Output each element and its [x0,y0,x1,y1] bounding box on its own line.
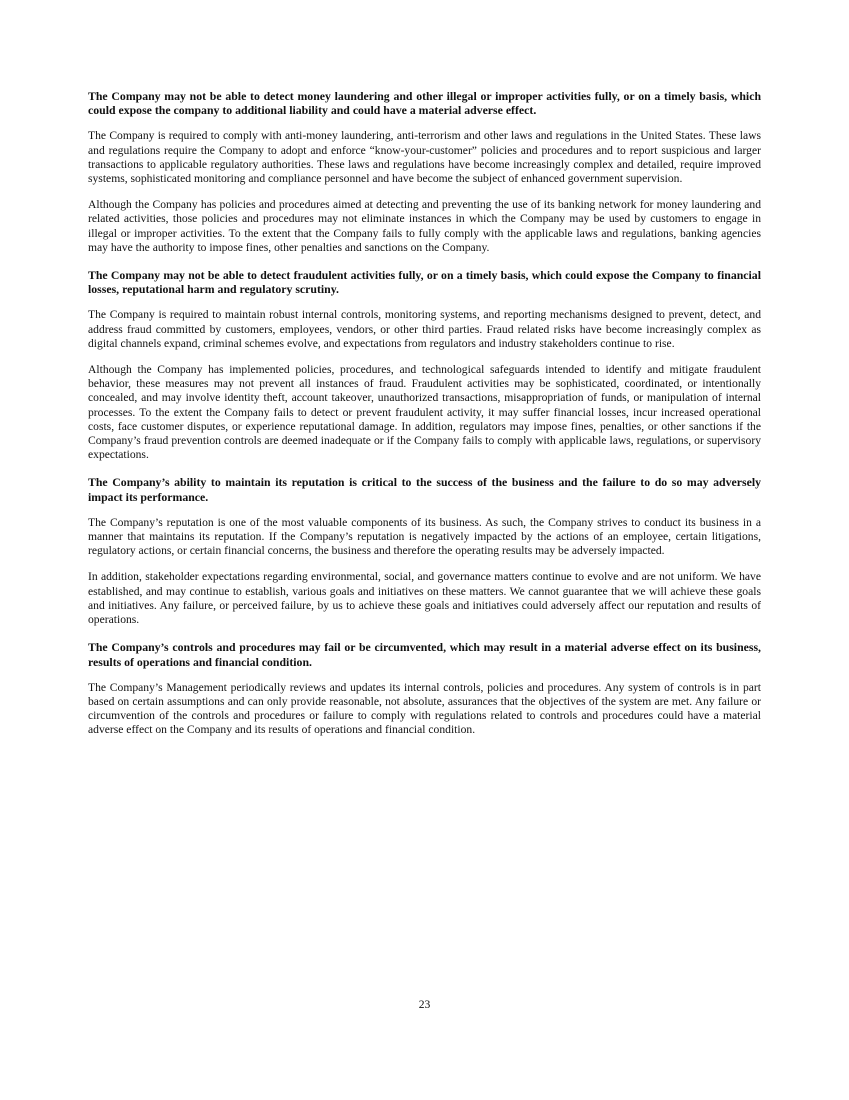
section-heading-reputation: The Company’s ability to maintain its reputation is critical to the success of the business and the failure to do so may adversely impact its performance. [88,475,761,504]
paragraph-reputation-value: The Company’s reputation is one of the most valuable components of its business. As such, the Company strives to conduct its business in a manner that maintains its reputation. If the Company’s reputation is negatively impacted by the actions of an employee, certain litigations, regulatory actions, or certain financial concerns, the business and therefore the operating results may be adversely impacted. [88,515,761,558]
paragraph-aml-compliance: The Company is required to comply with anti-money laundering, anti-terrorism and other laws and regulations in the United States. These laws and regulations require the Company to adopt and enforce “know-your-customer” policies and procedures and to report suspicious and larger transactions to applicable regulatory authorities. These laws and regulations have become increasingly complex and detailed, require improved systems, sophisticated monitoring and compliance personnel and have become the subject of enhanced government supervision. [88,129,761,186]
paragraph-controls-review: The Company’s Management periodically reviews and updates its internal controls, policies and procedures. Any system of controls is in part based on certain assumptions and can only provide reasonable, not absolute, assurances that the objectives of the system are met. Any failure or circumvention of the controls and procedures or failure to comply with regulations related to controls and procedures could have a material adverse effect on the Company and its results of operations and financial condition. [88,680,761,737]
section-heading-money-laundering: The Company may not be able to detect money laundering and other illegal or improper activities fully, or on a timely basis, which could expose the company to additional liability and could have a material adverse effect. [88,89,761,118]
paragraph-fraud-controls: The Company is required to maintain robust internal controls, monitoring systems, and reporting mechanisms designed to prevent, detect, and address fraud committed by customers, employees, vendors, or other third parties. Fraud related risks have become increasingly complex as digital channels expand, criminal schemes evolve, and expectations from regulators and industry stakeholders continue to rise. [88,308,761,350]
section-heading-fraud: The Company may not be able to detect fraudulent activities fully, or on a timely basis, which could expose the Company to financial losses, reputational harm and regulatory scrutiny. [88,268,761,297]
paragraph-fraud-safeguards: Although the Company has implemented policies, procedures, and technological safeguards intended to identify and mitigate fraudulent behavior, these measures may not prevent all instances of fraud. Fraudulent activities may be sophisticated, coordinated, or intentionally concealed, and may involve identity theft, account takeover, unauthorized transactions, misappropriation of funds, or manipulation of internal processes. To the extent the Company fails to detect or prevent fraudulent activity, it may suffer financial losses, incur increased operational costs, face customer disputes, or experience reputational damage. In addition, regulators may impose fines, penalties, or other sanctions if the Company’s fraud prevention controls are deemed inadequate or if the Company fails to comply with applicable laws, regulations, or supervisory expectations. [88,363,761,462]
document-page [88,89,761,750]
paragraph-esg-expectations: In addition, stakeholder expectations regarding environmental, social, and governance matters continue to evolve and are not uniform. We have established, and may continue to establish, various goals and initiatives on these matters. We cannot guarantee that we will achieve these goals and initiatives. Any failure, or perceived failure, by us to achieve these goals and initiatives could adversely affect our reputation and results of operations. [88,570,761,627]
paragraph-aml-policies: Although the Company has policies and procedures aimed at detecting and preventing the use of its banking network for money laundering and related activities, those policies and procedures may not eliminate instances in which the Company may be used by customers to engage in illegal or improper activities. To the extent that the Company fails to fully comply with the applicable laws and regulations, banking agencies may have the authority to impose fines, other penalties and sanctions on the Company. [88,198,761,254]
page-number: 23 [418,998,431,1011]
section-heading-controls: The Company’s controls and procedures may fail or be circumvented, which may result in a material adverse effect on its business, results of operations and financial condition. [88,640,761,669]
